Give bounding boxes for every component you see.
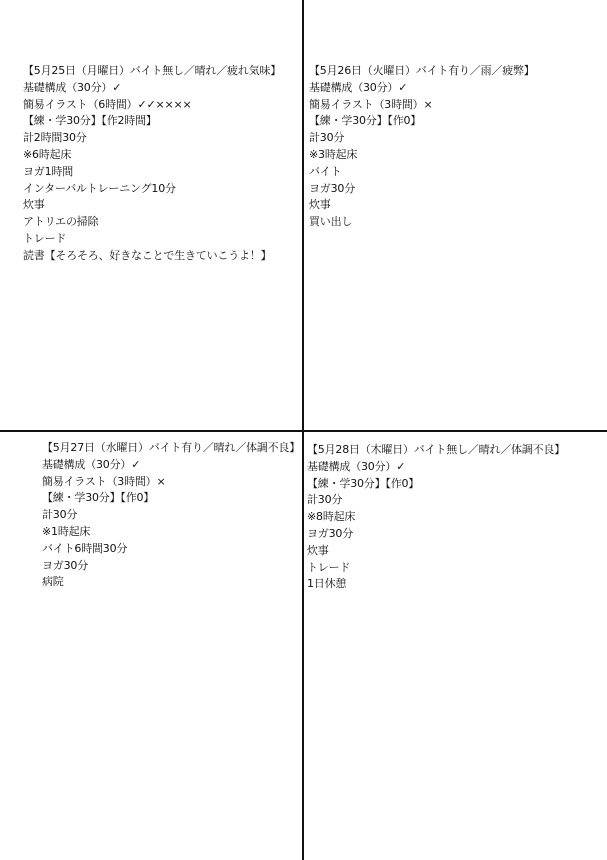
- entry-line: ※6時起床: [23, 147, 72, 161]
- entry-line: ヨガ30分: [42, 558, 88, 572]
- entry-line: 簡易イラスト（3時間）×: [42, 474, 166, 488]
- entry-line: ヨガ30分: [307, 526, 353, 540]
- diary-entry-may-25: [23, 63, 299, 265]
- entry-line: バイト: [309, 164, 342, 178]
- entry-line: ヨガ30分: [309, 181, 355, 195]
- entry-line: アトリエの掃除: [23, 215, 99, 229]
- entry-line: ※3時起床: [309, 147, 358, 161]
- entry-line: 【練・学30分】【作0】: [309, 114, 422, 128]
- entry-line: ヨガ1時間: [23, 164, 73, 178]
- entry-heading: 【5月25日（月曜日）バイト無し／晴れ／疲れ気味】: [23, 64, 281, 77]
- entry-line: ※8時起床: [307, 510, 356, 524]
- diary-entry-may-27: [42, 440, 300, 591]
- diary-entry-may-26: [309, 63, 603, 231]
- entry-line: 病院: [42, 575, 64, 589]
- horizontal-divider: [0, 430, 607, 432]
- entry-line: 計30分: [309, 131, 345, 145]
- entry-line: 炊事: [309, 198, 331, 212]
- entry-line: インターバルトレーニング10分: [23, 181, 176, 195]
- entry-line: 計30分: [307, 493, 343, 507]
- entry-line: 簡易イラスト（3時間）×: [309, 97, 433, 111]
- entry-heading: 【5月26日（火曜日）バイト有り／雨／疲弊】: [309, 64, 535, 77]
- entry-line: 計2時間30分: [23, 131, 87, 145]
- entry-line: ※1時起床: [42, 524, 91, 538]
- entry-line: 【練・学30分】【作2時間】: [23, 114, 157, 128]
- entry-line: 【練・学30分】【作0】: [42, 491, 155, 505]
- entry-line: 炊事: [23, 198, 45, 212]
- entry-line: 【練・学30分】【作0】: [307, 476, 420, 490]
- entry-line: 簡易イラスト（6時間）✓✓××××: [23, 97, 192, 111]
- entry-line: トレード: [23, 231, 67, 245]
- entry-line: 炊事: [307, 543, 329, 557]
- entry-line: 基礎構成（30分）✓: [42, 457, 141, 471]
- entry-line: 1日休憩: [307, 577, 347, 591]
- entry-line: 基礎構成（30分）✓: [23, 80, 122, 94]
- entry-line: 買い出し: [309, 215, 353, 229]
- entry-line: 基礎構成（30分）✓: [307, 459, 406, 473]
- entry-heading: 【5月28日（木曜日）バイト無し／晴れ／体調不良】: [307, 443, 565, 456]
- entry-heading: 【5月27日（水曜日）バイト有り／晴れ／体調不良】: [42, 441, 300, 454]
- entry-line: 基礎構成（30分）✓: [309, 80, 408, 94]
- diary-entry-may-28: [307, 442, 605, 593]
- entry-line: バイト6時間30分: [42, 541, 128, 555]
- entry-line: 読書【そろそろ、好きなことで生きていこうよ！】: [23, 248, 272, 262]
- entry-line: 計30分: [42, 508, 78, 522]
- entry-line: トレード: [307, 560, 351, 574]
